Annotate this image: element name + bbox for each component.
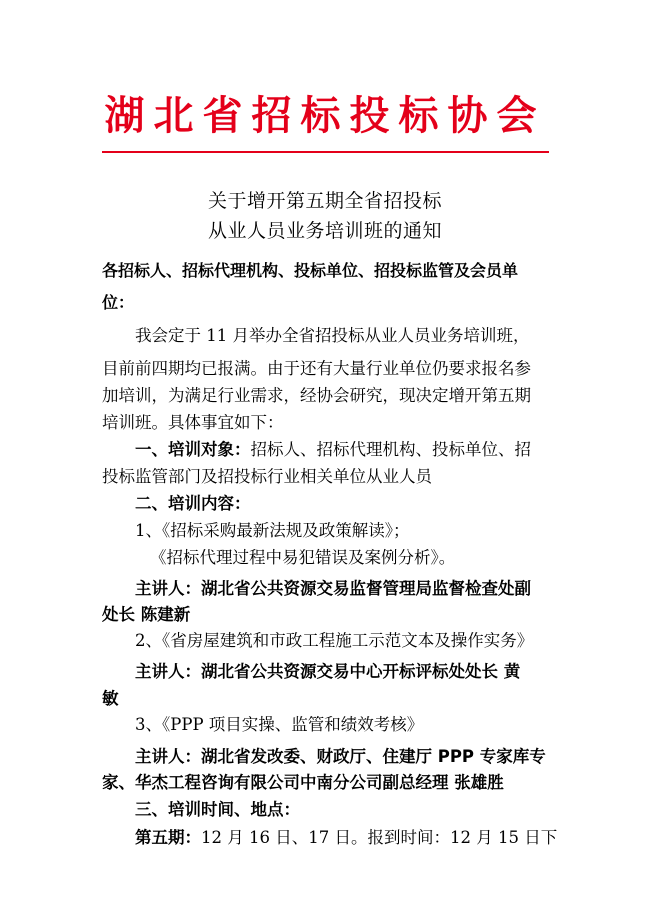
notice-title-line-2: 从业人员业务培训班的通知 — [207, 220, 442, 242]
speaker-2-line-2: 敏 — [102, 689, 119, 708]
session-5-text: 12 月 16 日、17 日。报到时间：12 月 15 日下 — [201, 828, 558, 847]
section-2-heading: 二、培训内容： — [135, 494, 251, 513]
salutation-line-1: 各招标人、招标代理机构、投标单位、招投标监管及会员单 — [102, 261, 519, 280]
org-letterhead-title: 湖北省招标投标协会 — [104, 93, 546, 139]
section-1-line-1 — [135, 437, 531, 463]
intro-line-1: 我会定于 11 月举办全省招投标从业人员业务培训班， — [135, 326, 530, 345]
letterhead-divider — [102, 151, 549, 153]
notice-title-line-1: 关于增开第五期全省招投标 — [207, 190, 442, 212]
speaker-3-line-2: 家、华杰工程咨询有限公司中南分公司副总经理 张雄胜 — [102, 773, 504, 792]
session-5-line — [135, 825, 557, 851]
course-3-title: 3、《PPP 项目实操、监管和绩效考核》 — [135, 715, 424, 734]
intro-line-4: 培训班。具体事宜如下： — [102, 413, 284, 432]
speaker-2-line-1: 主讲人：湖北省公共资源交易中心开标评标处处长 黄 — [135, 662, 521, 681]
section-1-heading: 一、培训对象： — [135, 440, 251, 459]
section-1-line-2: 投标监管部门及招投标行业相关单位从业人员 — [102, 467, 432, 486]
session-5-label: 第五期： — [135, 828, 201, 847]
salutation-line-2: 位： — [102, 293, 135, 312]
intro-line-2: 目前前四期均已报满。由于还有大量行业单位仍要求报名参 — [102, 359, 531, 378]
speaker-1-line-2: 处长 陈建新 — [102, 605, 191, 624]
course-1-title-a: 1、《招标采购最新法规及政策解读》； — [135, 521, 410, 540]
course-2-title: 2、《省房屋建筑和市政工程施工示范文本及操作实务》 — [135, 631, 534, 650]
section-1-text: 招标人、招标代理机构、投标单位、招 — [250, 440, 531, 459]
course-1-title-b: 《招标代理过程中易犯错误及案例分析》。 — [150, 548, 456, 567]
intro-line-3: 加培训，为满足行业需求，经协会研究，现决定增开第五期 — [102, 386, 531, 405]
speaker-1-line-1: 主讲人：湖北省公共资源交易监督管理局监督检查处副 — [135, 579, 531, 598]
section-3-heading: 三、培训时间、地点： — [135, 800, 300, 819]
speaker-3-line-1: 主讲人：湖北省发改委、财政厅、住建厅 PPP 专家库专 — [135, 747, 546, 766]
